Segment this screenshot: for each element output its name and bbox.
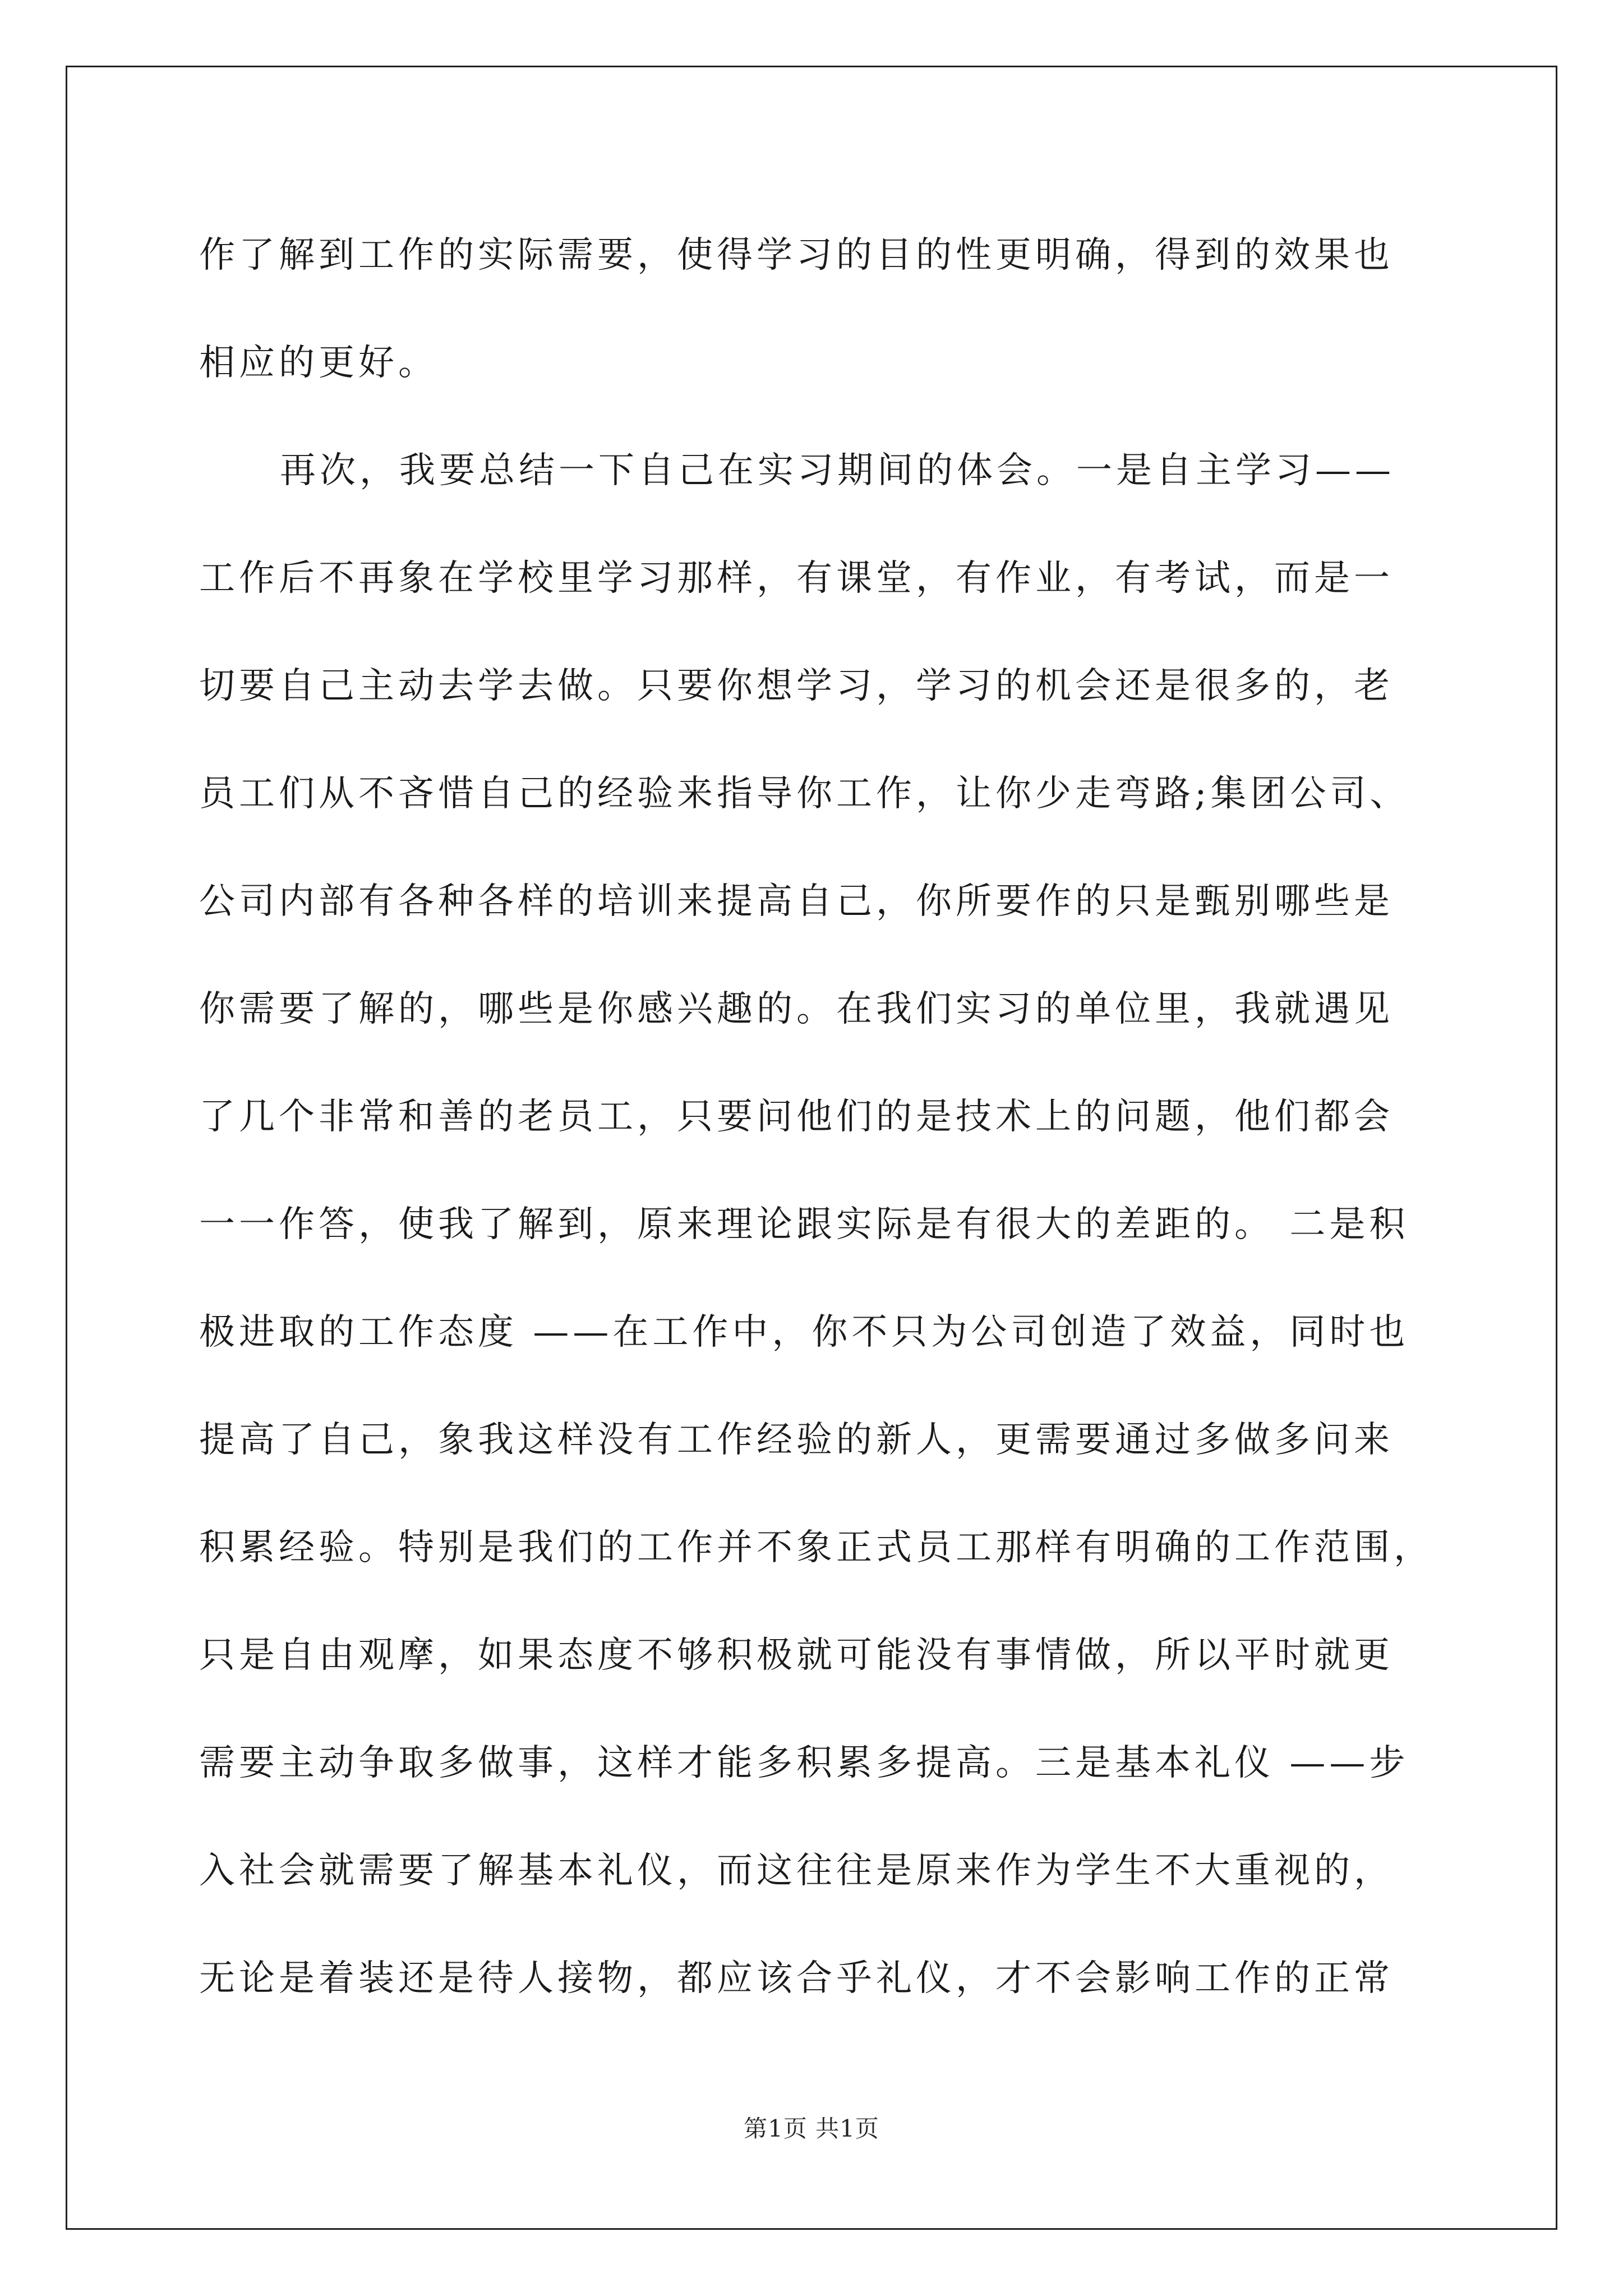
document-body (199, 213, 1450, 2044)
text-line: 无论是着装还是待人接物，都应该合乎礼仪，才不会影响工作的正常 (199, 1958, 1394, 1999)
text-line: 极进取的工作态度 ——在工作中，你不只为公司创造了效益，同时也 (199, 1312, 1409, 1353)
text-line: 只是自由观摩，如果态度不够积极就可能没有事情做，所以平时就更 (199, 1635, 1394, 1676)
text-line: 公司内部有各种各样的培训来提高自己，你所要作的只是甄别哪些是 (199, 881, 1394, 922)
page-number-footer: 第1页 共1页 (744, 2115, 879, 2142)
text-line: 一一作答，使我了解到，原来理论跟实际是有很大的差距的。 二是积 (199, 1204, 1409, 1245)
text-line: 积累经验。特别是我们的工作并不象正式员工那样有明确的工作范围， (199, 1527, 1433, 1568)
text-line: 相应的更好。 (199, 342, 438, 384)
text-line: 提高了自己，象我这样没有工作经验的新人，更需要通过多做多问来 (199, 1419, 1394, 1461)
text-line: 需要主动争取多做事，这样才能多积累多提高。三是基本礼仪 ——步 (199, 1742, 1409, 1784)
text-line: 你需要了解的，哪些是你感兴趣的。在我们实习的单位里，我就遇见 (199, 988, 1394, 1030)
text-line: 工作后不再象在学校里学习那样，有课堂，有作业，有考试，而是一 (199, 558, 1394, 599)
text-line: 入社会就需要了解基本礼仪，而这往往是原来作为学生不大重视的， (199, 1850, 1394, 1892)
text-line: 作了解到工作的实际需要，使得学习的目的性更明确，得到的效果也 (199, 234, 1394, 276)
text-line: 了几个非常和善的老员工，只要问他们的是技术上的问题，他们都会 (199, 1096, 1394, 1138)
paragraph-first-line: 再次，我要总结一下自己在实习期间的体会。一是自主学习—— (280, 450, 1395, 491)
text-line: 切要自己主动去学去做。只要你想学习，学习的机会还是很多的，老 (199, 665, 1394, 707)
text-line: 员工们从不吝惜自己的经验来指导你工作，让你少走弯路;集团公司、 (199, 773, 1410, 815)
